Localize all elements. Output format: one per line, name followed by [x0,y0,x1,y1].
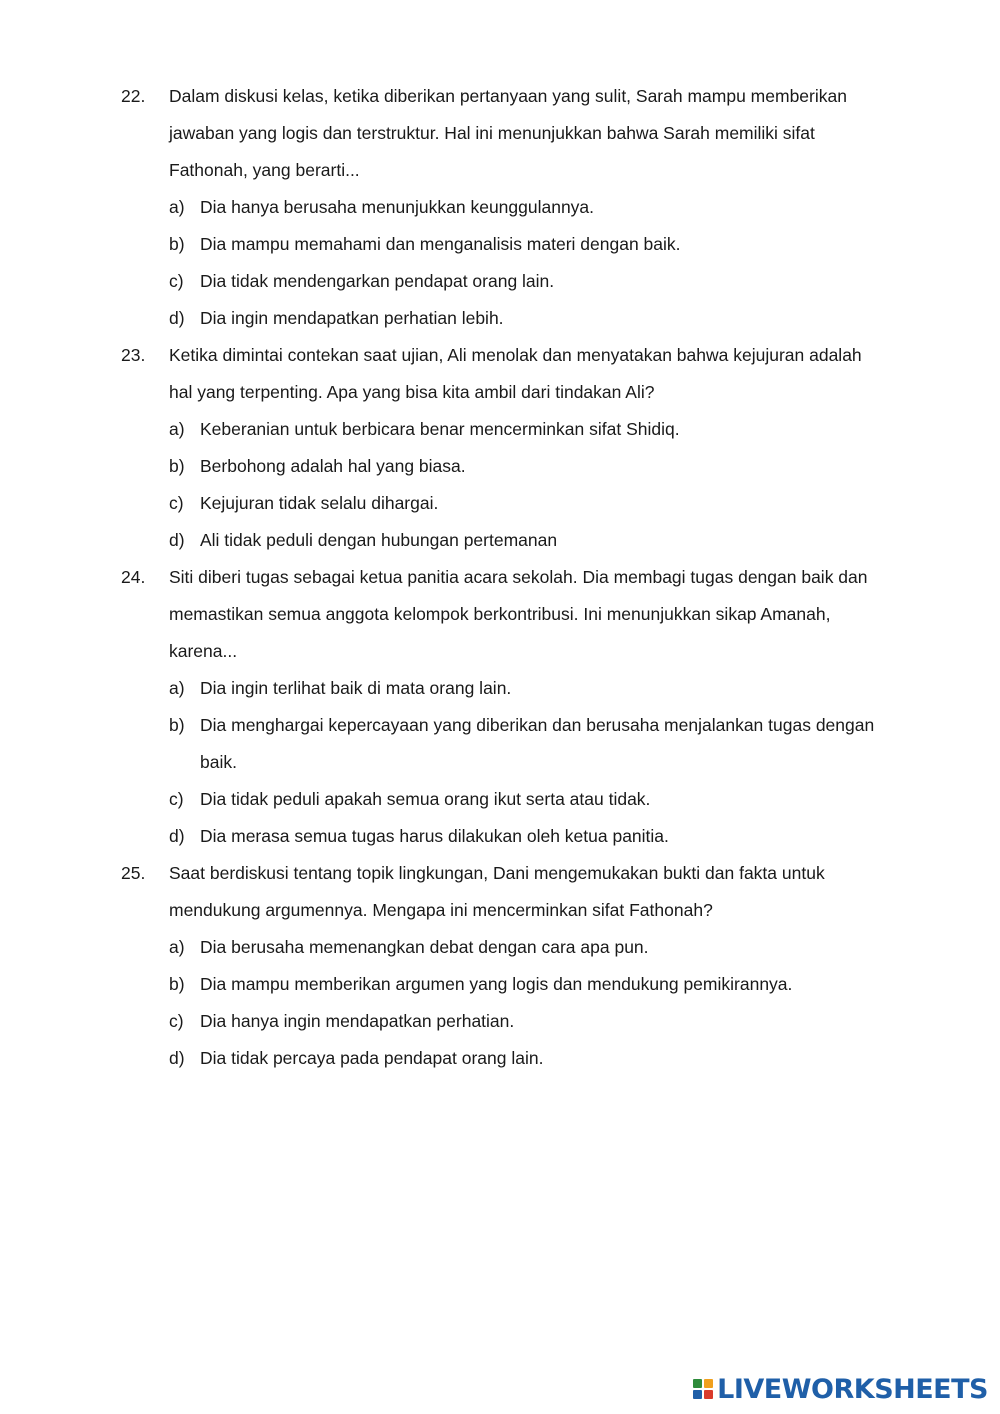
option-b[interactable] [169,448,881,485]
option-list [169,670,881,855]
option-letter: d) [169,826,185,846]
option-letter: c) [169,493,184,513]
logo-text: LIVEWORKSHEETS [717,1373,988,1405]
logo-square-1 [693,1379,702,1388]
question-24 [121,559,881,855]
option-text: Dia berusaha memenangkan debat dengan cara apa pun. [200,937,649,957]
liveworksheets-logo [693,1374,988,1404]
question-text: Ketika dimintai contekan saat ujian, Ali menolak dan menyatakan bahwa kejujuran adalah hal yang terpenting. Apa yang bisa kita ambil dari tindakan Ali? [169,345,862,402]
option-text: Dia tidak mendengarkan pendapat orang lain. [200,271,555,291]
option-list [169,189,881,337]
question-text: Saat berdiskusi tentang topik lingkungan, Dani mengemukakan bukti dan fakta untuk mendukung argumennya. Mengapa ini mencerminkan sifat Fathonah? [169,863,825,920]
logo-square-2 [704,1379,713,1388]
option-letter: b) [169,715,185,735]
option-b[interactable] [169,707,881,781]
question-number: 24. [121,567,146,587]
option-c[interactable] [169,485,881,522]
question-text: Siti diberi tugas sebagai ketua panitia acara sekolah. Dia membagi tugas dengan baik dan memastikan semua anggota kelompok berkontribusi. Ini menunjukkan sikap Amanah, karena... [169,567,868,661]
option-b[interactable] [169,226,881,263]
option-letter: c) [169,1011,184,1031]
option-list [169,929,881,1077]
option-letter: d) [169,308,185,328]
question-list [121,78,881,1077]
option-a[interactable] [169,670,881,707]
option-text: Dia hanya berusaha menunjukkan keunggulannya. [200,197,595,217]
option-c[interactable] [169,263,881,300]
question-number: 25. [121,863,146,883]
logo-square-4 [704,1390,713,1399]
option-a[interactable] [169,929,881,966]
question-number: 22. [121,86,146,106]
option-letter: b) [169,234,185,254]
question-25 [121,855,881,1077]
logo-square-3 [693,1390,702,1399]
option-letter: d) [169,530,185,550]
option-text: Dia tidak peduli apakah semua orang ikut serta atau tidak. [200,789,651,809]
option-text: Dia menghargai kepercayaan yang diberikan dan berusaha menjalankan tugas dengan baik. [200,715,875,772]
option-letter: b) [169,974,185,994]
option-d[interactable] [169,1040,881,1077]
option-text: Berbohong adalah hal yang biasa. [200,456,466,476]
option-letter: b) [169,456,185,476]
option-text: Dia mampu memahami dan menganalisis materi dengan baik. [200,234,681,254]
option-text: Ali tidak peduli dengan hubungan pertemanan [200,530,558,550]
option-text: Dia merasa semua tugas harus dilakukan oleh ketua panitia. [200,826,669,846]
option-text: Dia hanya ingin mendapatkan perhatian. [200,1011,515,1031]
question-number: 23. [121,345,146,365]
question-23 [121,337,881,559]
option-letter: c) [169,789,184,809]
option-text: Kejujuran tidak selalu dihargai. [200,493,439,513]
option-letter: a) [169,678,185,698]
option-a[interactable] [169,411,881,448]
option-letter: c) [169,271,184,291]
option-letter: d) [169,1048,185,1068]
option-text: Dia mampu memberikan argumen yang logis dan mendukung pemikirannya. [200,974,793,994]
option-b[interactable] [169,966,881,1003]
option-list [169,411,881,559]
option-letter: a) [169,197,185,217]
option-letter: a) [169,419,185,439]
option-letter: a) [169,937,185,957]
option-a[interactable] [169,189,881,226]
option-c[interactable] [169,1003,881,1040]
option-text: Keberanian untuk berbicara benar mencerminkan sifat Shidiq. [200,419,680,439]
option-text: Dia tidak percaya pada pendapat orang lain. [200,1048,544,1068]
option-c[interactable] [169,781,881,818]
option-d[interactable] [169,818,881,855]
option-d[interactable] [169,522,881,559]
option-text: Dia ingin mendapatkan perhatian lebih. [200,308,504,328]
question-22 [121,78,881,337]
question-text: Dalam diskusi kelas, ketika diberikan pertanyaan yang sulit, Sarah mampu memberikan jawaban yang logis dan terstruktur. Hal ini menunjukkan bahwa Sarah memiliki sifat Fathonah, yang berarti... [169,86,847,180]
option-d[interactable] [169,300,881,337]
option-text: Dia ingin terlihat baik di mata orang lain. [200,678,512,698]
liveworksheets-logo-icon [693,1379,713,1399]
